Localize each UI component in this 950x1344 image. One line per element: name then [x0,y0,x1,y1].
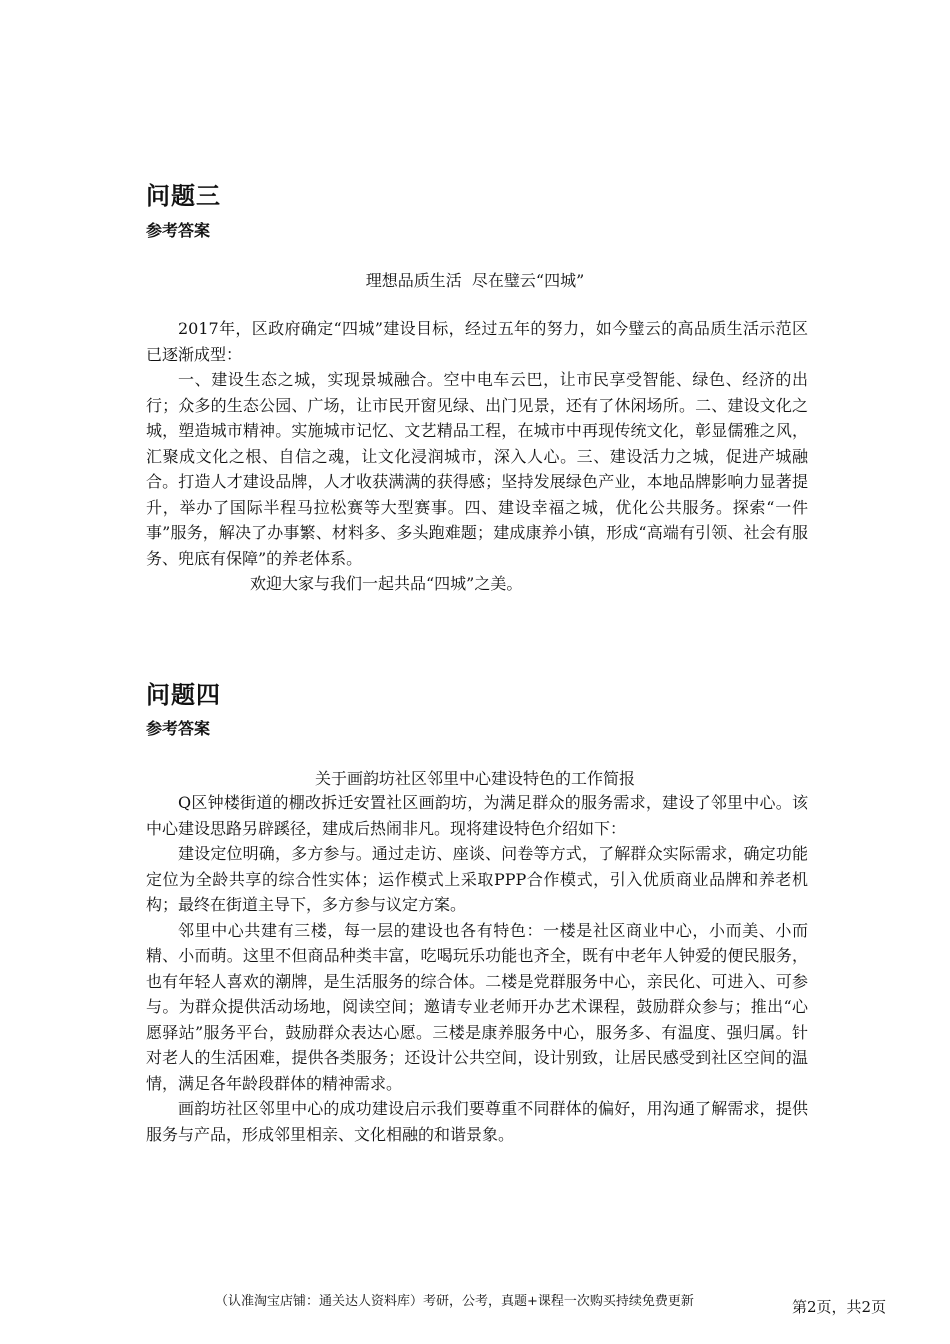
section-4-paragraph: 建设定位明确，多方参与。通过走访、座谈、问卷等方式，了解群众实际需求，确定功能定位为全龄共享的综合性实体；运作模式上采取PPP合作模式，引入优质商业品牌和养老机构；最终在街道主导下，多方参与议定方案。 [146,844,808,914]
footer-note: （认准淘宝店铺：通关达人资料库）考研，公考，真题+课程一次购买持续免费更新 [215,1294,694,1309]
section-3-heading: 问题三 [146,182,221,210]
section-4-paragraph: 画韵坊社区邻里中心的成功建设启示我们要尊重不同群体的偏好，用沟通了解需求，提供服务与产品，形成邻里相亲、文化相融的和谐景象。 [146,1099,808,1144]
section-3-subheading: 参考答案 [146,221,211,240]
section-3-closing: 欢迎大家与我们一起共品“四城”之美。 [250,574,523,593]
section-4-paragraph: 邻里中心共建有三楼，每一层的建设也各有特色：一楼是社区商业中心，小而美、小而精、小而萌。这里不但商品种类丰富，吃喝玩乐功能也齐全，既有中老年人钟爱的便民服务，也有年轻人喜欢的潮牌，是生活服务的综合体。二楼是党群服务中心，亲民化、可进入、可参与。为群众提供活动场地，阅读空间；邀请专业老师开办艺术课程，鼓励群众参与；推出“心愿驿站”服务平台，鼓励群众表达心愿。三楼是康养服务中心，服务多、有温度、强归属。针对老人的生活困难，提供各类服务；还设计公共空间，设计别致，让居民感受到社区空间的温情，满足各年龄段群体的精神需求。 [146,920,808,1093]
section-4-body [146,790,808,1147]
section-3-paragraph: 2017年，区政府确定“四城”建设目标，经过五年的努力，如今璧云的高品质生活示范区已逐渐成型： [146,319,808,364]
section-4-title: 关于画韵坊社区邻里中心建设特色的工作简报 [314,769,635,788]
section-3-paragraph: 一、建设生态之城，实现景城融合。空中电车云巴，让市民享受智能、绿色、经济的出行；众多的生态公园、广场，让市民开窗见绿、出门见景，还有了休闲场所。二、建设文化之城，塑造城市精神。实施城市记忆、文艺精品工程，在城市中再现传统文化，彰显儒雅之风，汇聚成文化之根、自信之魂，让文化浸润城市，深入人心。三、建设活力之城，促进产城融合。打造人才建设品牌，人才收获满满的获得感；坚持发展绿色产业，本地品牌影响力显著提升，举办了国际半程马拉松赛等大型赛事。四、建设幸福之城，优化公共服务。探索“一件事”服务，解决了办事繁、材料多、多头跑难题；建成康养小镇，形成“高端有引领、社会有服务、兜底有保障”的养老体系。 [146,370,808,568]
section-4-subheading: 参考答案 [146,719,211,738]
section-4-heading: 问题四 [146,681,221,709]
section-4-paragraph: Q区钟楼街道的棚改拆迁安置社区画韵坊，为满足群众的服务需求，建设了邻里中心。该中心建设思路另辟蹊径，建成后热闹非凡。现将建设特色介绍如下： [146,793,808,838]
page-number: 第2页，共2页 [792,1298,887,1316]
section-3-title: 理想品质生活 尽在璧云“四城” [365,271,585,290]
section-3-body [146,316,808,597]
